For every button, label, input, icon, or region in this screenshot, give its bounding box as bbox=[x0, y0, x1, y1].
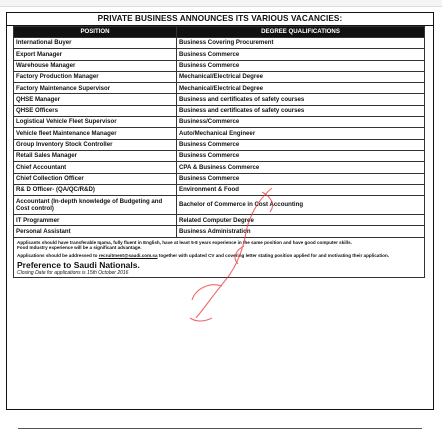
vacancies-table bbox=[13, 26, 425, 238]
table-row bbox=[14, 105, 425, 116]
recruitment-email-link[interactable]: recruitment@saudi.com.sa bbox=[98, 252, 158, 258]
position-cell: QHSE Manager bbox=[14, 94, 177, 105]
position-cell: International Buyer bbox=[14, 38, 177, 49]
ad-title: PRIVATE BUSINESS ANNOUNCES ITS VARIOUS VACANCIES: bbox=[7, 13, 433, 26]
qualification-cell: CPA & Business Commerce bbox=[177, 162, 425, 173]
table-row bbox=[14, 83, 425, 94]
table-header-row bbox=[14, 27, 425, 38]
table-row bbox=[14, 196, 425, 215]
qualification-cell: Business Commerce bbox=[177, 173, 425, 184]
qualification-cell: Related Computer Degree bbox=[177, 215, 425, 226]
ad-footer bbox=[13, 238, 425, 278]
table-row bbox=[14, 38, 425, 49]
qualification-cell: Business Administration bbox=[177, 226, 425, 237]
application-text-after: together with updated CV and covering letter stating position applied for and motivating their application. bbox=[157, 252, 390, 258]
application-text-before: Applications should be addressed to bbox=[17, 252, 99, 258]
table-row bbox=[14, 128, 425, 139]
position-cell: Factory Production Manager bbox=[14, 71, 177, 82]
table-row bbox=[14, 49, 425, 60]
table-row bbox=[14, 139, 425, 150]
table-row bbox=[14, 215, 425, 226]
qualification-cell: Business Commerce bbox=[177, 60, 425, 71]
qualification-cell: Business/Commerce bbox=[177, 117, 425, 128]
position-cell: R& D Officer- (QA/QC/R&D) bbox=[14, 184, 177, 195]
qualification-cell: Business Commerce bbox=[177, 49, 425, 60]
position-cell: Factory Maintenance Supervisor bbox=[14, 83, 177, 94]
position-cell: Personal Assistant bbox=[14, 226, 177, 237]
qualification-cell: Business Commerce bbox=[177, 139, 425, 150]
position-cell: Chief Accountant bbox=[14, 162, 177, 173]
position-cell: IT Programmer bbox=[14, 215, 177, 226]
qualification-cell: Mechanical/Electrical Degree bbox=[177, 71, 425, 82]
page-top-strip bbox=[0, 0, 442, 7]
table-row bbox=[14, 117, 425, 128]
position-cell: Warehouse Manager bbox=[14, 60, 177, 71]
position-cell: Retail Sales Manager bbox=[14, 150, 177, 161]
table-row bbox=[14, 162, 425, 173]
position-cell: QHSE Officers bbox=[14, 105, 177, 116]
vacancies-table-body bbox=[14, 38, 425, 238]
preference-note: Preference to Saudi Nationals. bbox=[17, 259, 140, 270]
table-row bbox=[14, 173, 425, 184]
page-bottom-rule bbox=[18, 428, 422, 431]
closing-date: Closing Date for applications is 15th October 2016 bbox=[17, 269, 129, 276]
qualification-cell: Business and certificates of safety courses bbox=[177, 105, 425, 116]
qualification-cell: Mechanical/Electrical Degree bbox=[177, 83, 425, 94]
position-header: POSITION bbox=[14, 27, 177, 38]
table-row bbox=[14, 94, 425, 105]
qualification-cell: Business Covering Procurement bbox=[177, 38, 425, 49]
qualification-cell: Business and certificates of safety courses bbox=[177, 94, 425, 105]
applicant-requirements: Applicants should have transferable Iqama, fully fluent in English, have at least 5-8 years experience in the same position and have good computer skills. bbox=[17, 239, 352, 245]
vacancy-advertisement bbox=[6, 12, 434, 410]
table-row bbox=[14, 71, 425, 82]
qualification-cell: Auto/Mechanical Engineer bbox=[177, 128, 425, 139]
table-row bbox=[14, 226, 425, 237]
qualification-cell: Business Commerce bbox=[177, 150, 425, 161]
food-industry-note: Food Industry experience will be a significant advantage. bbox=[17, 245, 142, 251]
position-cell: Chief Collection Officer bbox=[14, 173, 177, 184]
position-cell: Accountant (In-depth knowledge of Budgeting and Cost control) bbox=[14, 196, 177, 215]
position-cell: Logistical Vehicle Fleet Supervisor bbox=[14, 117, 177, 128]
qualification-cell: Environment & Food bbox=[177, 184, 425, 195]
position-cell: Export Manager bbox=[14, 49, 177, 60]
application-instructions bbox=[17, 253, 421, 258]
table-row bbox=[14, 150, 425, 161]
table-row bbox=[14, 184, 425, 195]
qualification-cell: Bachelor of Commerce in Cost Accounting bbox=[177, 196, 425, 215]
table-row bbox=[14, 60, 425, 71]
qualification-header: DEGREE QUALIFICATIONS bbox=[177, 27, 425, 38]
position-cell: Group Inventory Stock Controller bbox=[14, 139, 177, 150]
position-cell: Vehicle fleet Maintenance Manager bbox=[14, 128, 177, 139]
